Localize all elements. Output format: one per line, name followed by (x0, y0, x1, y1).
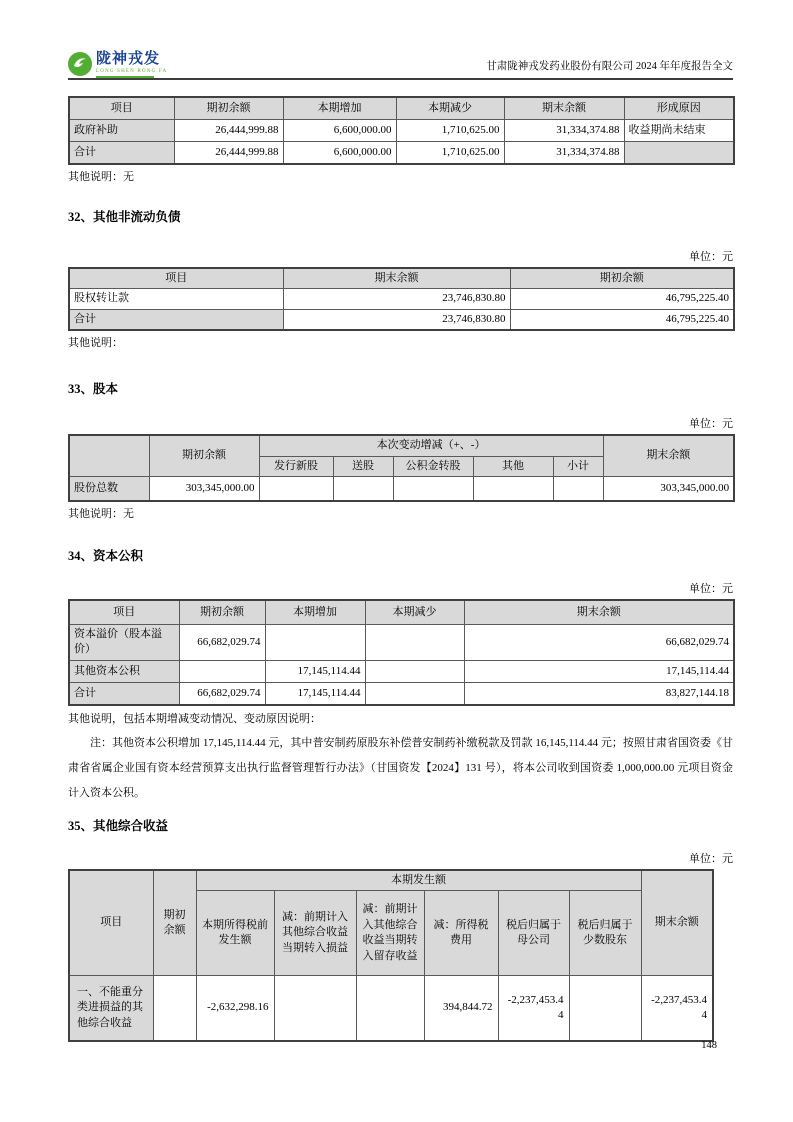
header-cell-bonus-shares: 送股 (333, 456, 393, 476)
header-rule (68, 78, 733, 80)
table-row (69, 120, 734, 142)
header-cell-change-group: 本次变动增减（+、-） (259, 435, 603, 456)
page-number: 148 (701, 1040, 717, 1051)
cell-item: 股份总数 (69, 476, 149, 501)
header-cell-item: 项目 (69, 97, 174, 120)
header-cell-opening: 期初余额 (149, 435, 259, 476)
cell-attr-minority (569, 976, 641, 1042)
table-header-row (69, 435, 734, 456)
header-cell-item: 项目 (69, 268, 283, 289)
table-row (69, 624, 734, 660)
cell-pretax: -2,632,298.16 (196, 976, 274, 1042)
header-cell-transfer-pl: 减：前期计入其他综合收益当期转入损益 (274, 891, 356, 976)
header-cell-current-group: 本期发生额 (196, 870, 641, 891)
header-cell-item: 项目 (69, 600, 179, 625)
note-text: 其他说明：无 (68, 507, 134, 520)
note-text: 其他说明：无 (68, 171, 134, 183)
cell-decrease: 1,710,625.00 (396, 120, 504, 142)
cell-reserve-to-shares (393, 476, 473, 501)
cell-closing: 66,682,029.74 (464, 624, 734, 660)
cell-reason: 收益期尚未结束 (624, 120, 734, 142)
cell-opening: 46,795,225.40 (510, 289, 734, 309)
cell-closing: 23,746,830.80 (283, 289, 510, 309)
cell-closing: 83,827,144.18 (464, 682, 734, 705)
cell-opening (179, 660, 265, 682)
cell-opening: 26,444,999.88 (174, 120, 283, 142)
cell-transfer-retained (356, 976, 424, 1042)
header-cell-opening: 期初余额 (174, 97, 283, 120)
cell-other (473, 476, 553, 501)
page-header (68, 44, 733, 78)
cell-opening (153, 976, 196, 1042)
cell-increase (265, 624, 365, 660)
table-row (69, 289, 734, 309)
table-header-row (69, 870, 713, 891)
unit-label: 单位：元 (689, 418, 733, 431)
cell-income-tax: 394,844.72 (424, 976, 498, 1042)
cell-increase: 17,145,114.44 (265, 660, 365, 682)
cell-new-issue (259, 476, 333, 501)
oci-table (68, 869, 714, 1042)
unit-label: 单位：元 (689, 582, 733, 595)
header-cell-opening: 期初余额 (179, 600, 265, 625)
header-cell-closing: 期末余额 (464, 600, 734, 625)
cell-opening: 66,682,029.74 (179, 682, 265, 705)
cell-bonus-shares (333, 476, 393, 501)
table-row-total (69, 142, 734, 165)
cell-item: 股权转让款 (69, 289, 283, 309)
table-row (69, 660, 734, 682)
logo-underline (96, 76, 154, 78)
section-35-heading: 35、其他综合收益 (68, 818, 169, 833)
table-row (69, 976, 713, 1042)
table-header-row (69, 97, 734, 120)
logo-text-en: LONG SHEN RONG FA (96, 69, 168, 74)
section-34-heading: 34、资本公积 (68, 548, 144, 563)
cell-attr-parent: -2,237,453.44 (498, 976, 569, 1042)
header-cell-closing: 期末余额 (603, 435, 734, 476)
header-cell-income-tax: 减：所得税费用 (424, 891, 498, 976)
header-cell-attr-minority: 税后归属于少数股东 (569, 891, 641, 976)
logo-text-cn: 陇神戎发 (96, 51, 161, 67)
cell-closing: 17,145,114.44 (464, 660, 734, 682)
table-header-row (69, 600, 734, 625)
section-32-heading: 32、其他非流动负债 (68, 210, 181, 224)
unit-label: 单位：元 (689, 852, 733, 865)
cell-decrease (365, 624, 464, 660)
header-cell-blank (69, 435, 149, 476)
header-cell-new-issue: 发行新股 (259, 456, 333, 476)
header-cell-item: 项目 (69, 870, 153, 976)
cell-opening: 46,795,225.40 (510, 309, 734, 330)
header-cell-closing: 期末余额 (504, 97, 624, 120)
cell-increase: 6,600,000.00 (283, 120, 396, 142)
cell-item: 其他资本公积 (69, 660, 179, 682)
header-cell-transfer-retained: 减：前期计入其他综合收益当期转入留存收益 (356, 891, 424, 976)
cell-item: 合计 (69, 682, 179, 705)
cell-closing: 31,334,374.88 (504, 142, 624, 165)
cell-decrease: 1,710,625.00 (396, 142, 504, 165)
header-cell-closing: 期末余额 (283, 268, 510, 289)
header-cell-closing: 期末余额 (641, 870, 713, 976)
cell-increase: 17,145,114.44 (265, 682, 365, 705)
cell-decrease (365, 660, 464, 682)
cell-subtotal (553, 476, 603, 501)
cell-opening: 303,345,000.00 (149, 476, 259, 501)
header-cell-reason: 形成原因 (624, 97, 734, 120)
report-title: 甘肃陇神戎发药业股份有限公司 2024 年年度报告全文 (486, 61, 733, 72)
table-row-total (69, 682, 734, 705)
note-paragraph: 注：其他资本公积增加 17,145,114.44 元，其中普安制药原股东补偿普安制药补缴税款及罚款 16,145,114.44 元；按照甘肃省国资委《甘肃省省属企业国有资本经营预算支出执行监督管理暂行办法》（甘国资发【2024】131 号），将本公司收到国资委 1,000,000.00 元项目资金计入资本公积。 (68, 736, 733, 799)
header-cell-opening: 期初余额 (510, 268, 734, 289)
header-cell-subtotal: 小计 (553, 456, 603, 476)
other-noncurrent-liabilities-table (68, 267, 735, 331)
header-cell-decrease: 本期减少 (365, 600, 464, 625)
gov-subsidy-table (68, 96, 735, 165)
cell-closing: 23,746,830.80 (283, 309, 510, 330)
header-cell-decrease: 本期减少 (396, 97, 504, 120)
share-capital-table (68, 434, 735, 502)
header-cell-pretax: 本期所得税前发生额 (196, 891, 274, 976)
header-cell-other: 其他 (473, 456, 553, 476)
cell-closing: 31,334,374.88 (504, 120, 624, 142)
cell-opening: 26,444,999.88 (174, 142, 283, 165)
company-logo (68, 52, 167, 78)
cell-item: 合计 (69, 309, 283, 330)
cell-item: 资本溢价（股本溢价） (69, 624, 179, 660)
cell-transfer-pl (274, 976, 356, 1042)
unit-label: 单位：元 (689, 251, 733, 263)
cell-increase: 6,600,000.00 (283, 142, 396, 165)
header-cell-opening: 期初余额 (153, 870, 196, 976)
cell-item: 一、不能重分类进损益的其他综合收益 (69, 976, 153, 1042)
cell-closing: 303,345,000.00 (603, 476, 734, 501)
logo-icon (68, 52, 92, 76)
cell-closing: -2,237,453.44 (641, 976, 713, 1042)
cell-reason (624, 142, 734, 165)
cell-item: 政府补助 (69, 120, 174, 142)
table-row-total (69, 309, 734, 330)
note-text: 其他说明： (68, 337, 123, 350)
header-cell-increase: 本期增加 (265, 600, 365, 625)
capital-reserve-table (68, 599, 735, 706)
cell-decrease (365, 682, 464, 705)
cell-opening: 66,682,029.74 (179, 624, 265, 660)
header-cell-increase: 本期增加 (283, 97, 396, 120)
table-row (69, 476, 734, 501)
header-cell-reserve-to-shares: 公积金转股 (393, 456, 473, 476)
table-header-row (69, 268, 734, 289)
cell-item: 合计 (69, 142, 174, 165)
logo-text (96, 52, 167, 78)
note-title: 其他说明，包括本期增减变动情况、变动原因说明： (68, 712, 321, 725)
section-33-heading: 33、股本 (68, 382, 119, 397)
header-cell-attr-parent: 税后归属于母公司 (498, 891, 569, 976)
